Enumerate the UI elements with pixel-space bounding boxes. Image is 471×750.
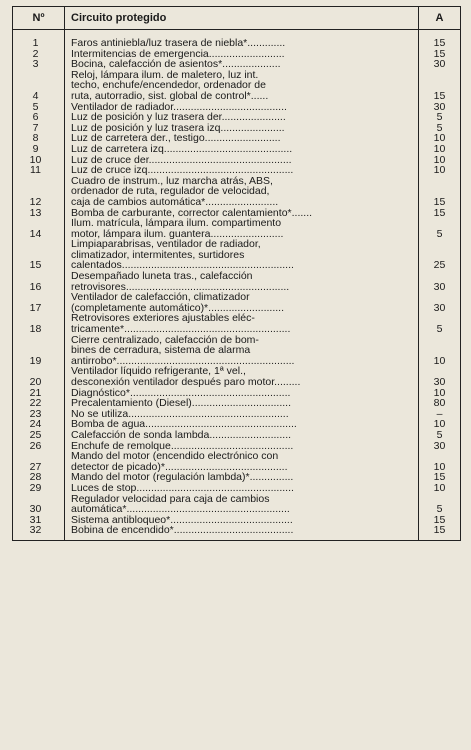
table-row bbox=[13, 430, 461, 441]
fuse-amperage: 15 bbox=[419, 525, 461, 540]
table-row bbox=[13, 271, 461, 292]
fuse-amperage: 10 bbox=[419, 155, 461, 166]
fuse-circuit: Mando del motor (regulación lambda)*............... bbox=[65, 472, 419, 483]
fuse-circuit: Enchufe de remolque.......................................... bbox=[65, 441, 419, 452]
fuse-circuit: Mando del motor (encendido electrónico con detector de picado)*.......................................... bbox=[65, 451, 419, 472]
fuse-number: 7 bbox=[13, 123, 65, 134]
fuse-amperage: 30 bbox=[419, 292, 461, 313]
fuse-amperage: 15 bbox=[419, 472, 461, 483]
fuse-circuit: Desempañado luneta tras., calefacción retrovisores........................................................ bbox=[65, 271, 419, 292]
fuse-number: 3 bbox=[13, 59, 65, 70]
fuse-amperage: 15 bbox=[419, 49, 461, 60]
fuse-circuit: No se utiliza....................................................... bbox=[65, 409, 419, 420]
header-amperage: A bbox=[419, 7, 461, 30]
fuse-number: 1 bbox=[13, 38, 65, 49]
table-row bbox=[13, 292, 461, 313]
fuse-number: 16 bbox=[13, 271, 65, 292]
fuse-circuit: Bocina, calefacción de asientos*.................... bbox=[65, 59, 419, 70]
fuse-amperage: 10 bbox=[419, 335, 461, 367]
fuse-number: 14 bbox=[13, 218, 65, 239]
fuse-amperage: 15 bbox=[419, 515, 461, 526]
fuse-amperage: 10 bbox=[419, 483, 461, 494]
fuse-circuit: Faros antiniebla/luz trasera de niebla*............. bbox=[65, 38, 419, 49]
fuse-table bbox=[12, 6, 461, 541]
fuse-amperage: 5 bbox=[419, 218, 461, 239]
fuse-circuit: Precalentamiento (Diesel).................................. bbox=[65, 398, 419, 409]
table-row bbox=[13, 313, 461, 334]
table-row bbox=[13, 525, 461, 540]
fuse-amperage: 10 bbox=[419, 165, 461, 176]
fuse-circuit: Bomba de carburante, corrector calentamiento*....... bbox=[65, 208, 419, 219]
fuse-number: 9 bbox=[13, 144, 65, 155]
fuse-number: 13 bbox=[13, 208, 65, 219]
fuse-amperage: 30 bbox=[419, 59, 461, 70]
fuse-circuit: Cierre centralizado, calefacción de bom- bines de cerradura, sistema de alarma antirrobo*............................................................. bbox=[65, 335, 419, 367]
fuse-number: 5 bbox=[13, 102, 65, 113]
fuse-amperage: 10 bbox=[419, 144, 461, 155]
fuse-amperage: 10 bbox=[419, 451, 461, 472]
fuse-circuit: Luz de carretera der., testigo.......................... bbox=[65, 133, 419, 144]
table-header-row bbox=[13, 7, 461, 30]
table-row bbox=[13, 335, 461, 367]
table-row bbox=[13, 451, 461, 472]
fuse-amperage: 30 bbox=[419, 102, 461, 113]
fuse-circuit: Ventilador de radiador....................................... bbox=[65, 102, 419, 113]
fuse-number: 17 bbox=[13, 292, 65, 313]
fuse-number: 10 bbox=[13, 155, 65, 166]
fuse-amperage: 30 bbox=[419, 271, 461, 292]
fuse-number: 27 bbox=[13, 451, 65, 472]
fuse-amperage: 5 bbox=[419, 112, 461, 123]
table-row bbox=[13, 239, 461, 271]
fuse-amperage: – bbox=[419, 409, 461, 420]
fuse-circuit: Bobina de encendido*......................................... bbox=[65, 525, 419, 540]
table-row bbox=[13, 366, 461, 387]
fuse-amperage: 10 bbox=[419, 388, 461, 399]
fuse-number: 29 bbox=[13, 483, 65, 494]
fuse-number: 21 bbox=[13, 388, 65, 399]
fuse-amperage: 30 bbox=[419, 366, 461, 387]
fuse-number: 18 bbox=[13, 313, 65, 334]
fuse-circuit: Luz de carretera izq............................................ bbox=[65, 144, 419, 155]
fuse-number: 22 bbox=[13, 398, 65, 409]
fuse-number: 23 bbox=[13, 409, 65, 420]
fuse-amperage: 5 bbox=[419, 494, 461, 515]
fuse-amperage: 5 bbox=[419, 313, 461, 334]
fuse-circuit: Diagnóstico*....................................................... bbox=[65, 388, 419, 399]
fuse-number: 26 bbox=[13, 441, 65, 452]
header-circuit: Circuito protegido bbox=[65, 7, 419, 30]
fuse-circuit: Luces de stop...................................................... bbox=[65, 483, 419, 494]
fuse-number: 32 bbox=[13, 525, 65, 540]
fuse-number: 19 bbox=[13, 335, 65, 367]
fuse-circuit: Intermitencias de emergencia.......................... bbox=[65, 49, 419, 60]
fuse-circuit: Reloj, lámpara ilum. de maletero, luz int. techo, enchufe/encendedor, ordenador de ruta, autorradio, sist. global de control*...... bbox=[65, 70, 419, 102]
fuse-amperage: 10 bbox=[419, 133, 461, 144]
table-row bbox=[13, 70, 461, 102]
fuse-circuit: Ilum. matrícula, lámpara ilum. compartimento motor, lámpara ilum. guantera......................... bbox=[65, 218, 419, 239]
header-number: Nº bbox=[13, 7, 65, 30]
fuse-circuit: Ventilador de calefacción, climatizador (completamente automático)*.......................... bbox=[65, 292, 419, 313]
fuse-amperage: 5 bbox=[419, 123, 461, 134]
table-row bbox=[13, 176, 461, 208]
fuse-number: 2 bbox=[13, 49, 65, 60]
fuse-circuit: Luz de posición y luz trasera der...................... bbox=[65, 112, 419, 123]
fuse-number: 15 bbox=[13, 239, 65, 271]
fuse-circuit: Limpiaparabrisas, ventilador de radiador, climatizador, intermitentes, surtidores calentados........................................................... bbox=[65, 239, 419, 271]
fuse-circuit: Retrovisores exteriores ajustables eléc- tricamente*......................................................... bbox=[65, 313, 419, 334]
table-body bbox=[13, 30, 461, 541]
fuse-circuit: Calefacción de sonda lambda............................ bbox=[65, 430, 419, 441]
fuse-number: 25 bbox=[13, 430, 65, 441]
fuse-amperage: 15 bbox=[419, 208, 461, 219]
fuse-circuit: Ventilador líquido refrigerante, 1ª vel., desconexión ventilador después paro motor......... bbox=[65, 366, 419, 387]
fuse-amperage: 10 bbox=[419, 419, 461, 430]
table-row bbox=[13, 38, 461, 49]
fuse-number: 28 bbox=[13, 472, 65, 483]
fuse-number: 11 bbox=[13, 165, 65, 176]
table-row bbox=[13, 218, 461, 239]
fuse-amperage: 80 bbox=[419, 398, 461, 409]
fuse-number: 6 bbox=[13, 112, 65, 123]
fuse-amperage: 30 bbox=[419, 441, 461, 452]
fuse-number: 12 bbox=[13, 176, 65, 208]
fuse-amperage: 5 bbox=[419, 430, 461, 441]
fuse-circuit: Luz de cruce izq.................................................. bbox=[65, 165, 419, 176]
fuse-number: 30 bbox=[13, 494, 65, 515]
fuse-amperage: 15 bbox=[419, 70, 461, 102]
fuse-amperage: 15 bbox=[419, 38, 461, 49]
fuse-circuit: Bomba de agua.................................................... bbox=[65, 419, 419, 430]
fuse-number: 20 bbox=[13, 366, 65, 387]
fuse-amperage: 15 bbox=[419, 176, 461, 208]
fuse-circuit: Sistema antibloqueo*.......................................... bbox=[65, 515, 419, 526]
fuse-amperage: 25 bbox=[419, 239, 461, 271]
fuse-number: 31 bbox=[13, 515, 65, 526]
fuse-circuit: Luz de cruce der................................................. bbox=[65, 155, 419, 166]
fuse-circuit: Regulador velocidad para caja de cambios automática*........................................................ bbox=[65, 494, 419, 515]
table-row bbox=[13, 144, 461, 155]
fuse-number: 4 bbox=[13, 70, 65, 102]
fuse-circuit: Cuadro de instrum., luz marcha atrás, ABS, ordenador de ruta, regulador de velocidad, caja de cambios automática*......................... bbox=[65, 176, 419, 208]
fuse-number: 8 bbox=[13, 133, 65, 144]
fuse-circuit: Luz de posición y luz trasera izq...................... bbox=[65, 123, 419, 134]
fuse-number: 24 bbox=[13, 419, 65, 430]
table-row bbox=[13, 483, 461, 494]
table-row bbox=[13, 494, 461, 515]
